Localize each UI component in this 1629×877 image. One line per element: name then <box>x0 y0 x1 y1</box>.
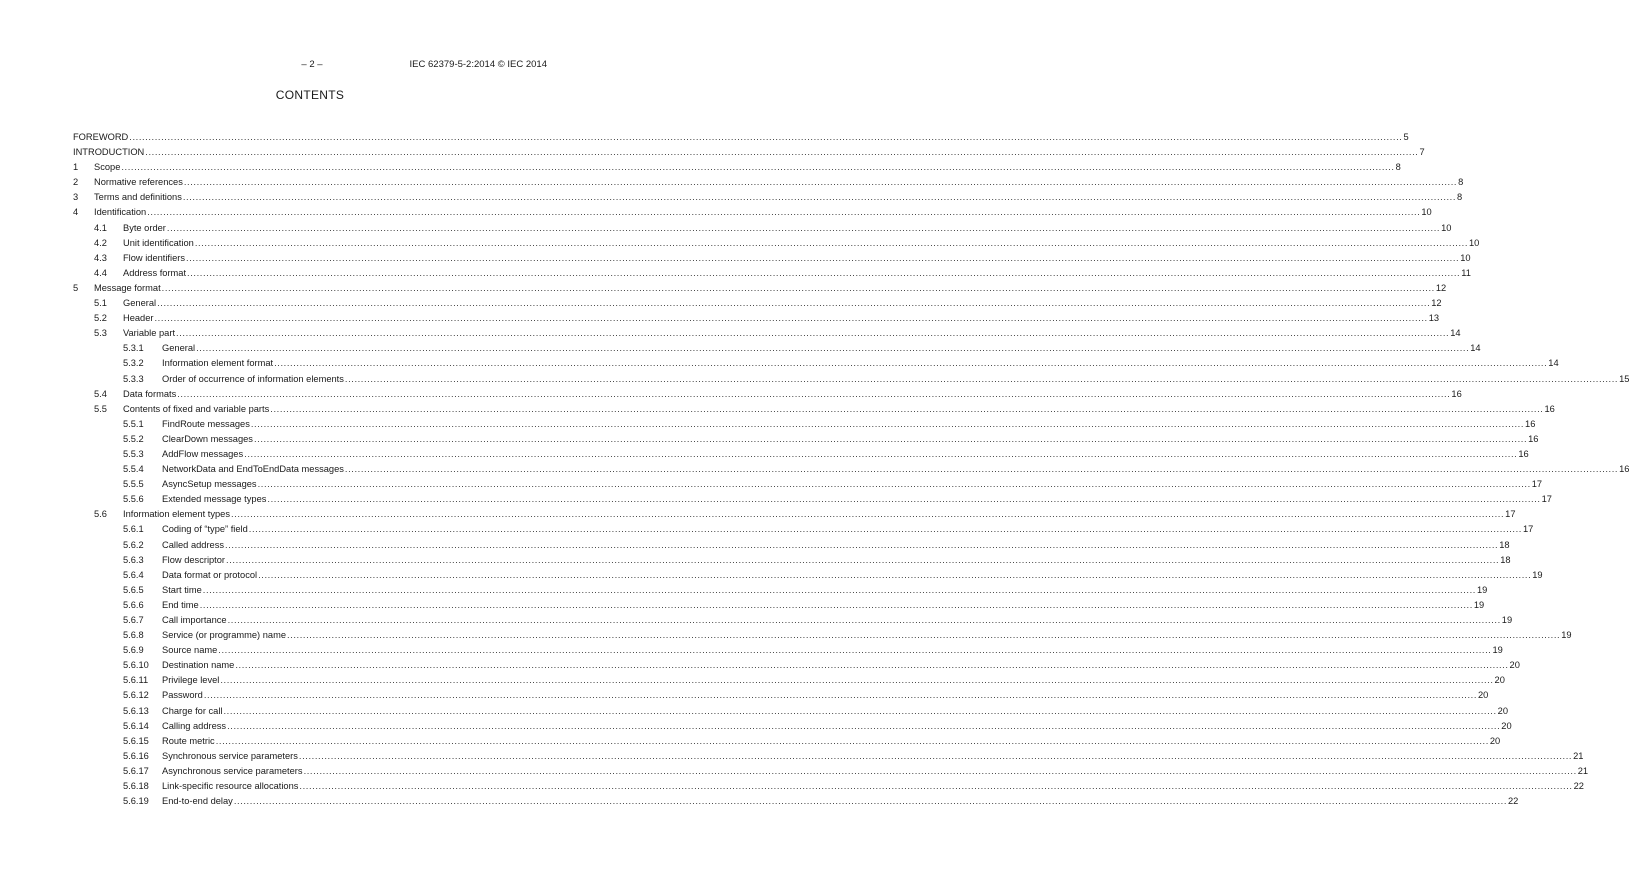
toc-entry[interactable] <box>73 719 1512 734</box>
toc-entry-title: Identification <box>94 205 147 220</box>
toc-entry[interactable] <box>73 160 1401 175</box>
toc-entry-page: 19 <box>1532 569 1543 580</box>
toc-entry-page: 18 <box>1499 539 1510 550</box>
toc-entry-number: 5.5.3 <box>123 448 144 459</box>
toc-entry-number: 4 <box>73 207 79 218</box>
toc-entry[interactable] <box>73 568 1543 583</box>
toc-leader-dots: ................................................................................................................................................................................................................................................................................................................................................................................................................ <box>187 267 1461 278</box>
toc-entry[interactable] <box>73 779 1584 794</box>
toc-entry-title: Order of occurrence of information elements <box>162 372 345 387</box>
toc-entry-title: FindRoute messages <box>162 417 251 432</box>
toc-leader-dots: ................................................................................................................................................................................................................................................................................................................................................................................................................ <box>218 645 1492 656</box>
toc-entry-page: 8 <box>1395 162 1401 173</box>
toc-entry[interactable] <box>73 764 1589 779</box>
toc-leader-dots: ................................................................................................................................................................................................................................................................................................................................................................................................................ <box>287 630 1561 641</box>
toc-leader-dots: ................................................................................................................................................................................................................................................................................................................................................................................................................ <box>298 750 1573 761</box>
toc-entry-page: 19 <box>1561 630 1572 641</box>
toc-entry-title: Message format <box>94 281 162 296</box>
toc-entry-title: Contents of fixed and variable parts <box>123 402 270 417</box>
toc-entry-title: Data formats <box>123 387 177 402</box>
toc-entry[interactable] <box>73 688 1489 703</box>
toc-entry-number: 1 <box>73 162 79 173</box>
toc-entry[interactable] <box>73 190 1463 205</box>
toc-entry-title: Link-specific resource allocations <box>162 779 299 794</box>
toc-entry-page: 20 <box>1489 735 1501 746</box>
toc-entry-page: 11 <box>1461 267 1471 278</box>
toc-entry-title: Source name <box>162 643 218 658</box>
toc-leader-dots: ................................................................................................................................................................................................................................................................................................................................................................................................................ <box>220 675 1494 686</box>
toc-leader-dots: ................................................................................................................................................................................................................................................................................................................................................................................................................ <box>161 282 1435 293</box>
toc-entry[interactable] <box>73 402 1555 417</box>
toc-entry-number: 5.6.14 <box>123 720 149 731</box>
toc-entry-title: Route metric <box>162 734 216 749</box>
toc-entry-page: 7 <box>1419 147 1425 158</box>
toc-entry-number: 5.6.15 <box>123 735 149 746</box>
toc-entry-title: Flow identifiers <box>123 251 186 266</box>
toc-entry-number: 5.4 <box>94 388 107 399</box>
toc-entry-title: NetworkData and EndToEndData messages <box>162 462 345 477</box>
toc-entry-page: 16 <box>1525 418 1536 429</box>
toc-entry-number: 5.6.3 <box>123 554 144 565</box>
toc-leader-dots: ................................................................................................................................................................................................................................................................................................................................................................................................................ <box>344 373 1619 384</box>
toc-entry-number: 5.6.2 <box>123 539 144 550</box>
toc-entry-title: Charge for call <box>162 704 223 719</box>
toc-entry[interactable] <box>73 643 1503 658</box>
toc-leader-dots: ................................................................................................................................................................................................................................................................................................................................................................................................................ <box>157 298 1431 309</box>
toc-entry-page: 17 <box>1541 494 1552 505</box>
toc-entry-title: Unit identification <box>123 236 195 251</box>
toc-entry-number: 4.2 <box>94 237 107 248</box>
toc-entry-page: 20 <box>1509 660 1520 671</box>
toc-entry[interactable] <box>73 462 1629 477</box>
toc-entry-title: End time <box>162 598 200 613</box>
toc-entry-page: 16 <box>1518 448 1529 459</box>
toc-leader-dots: ................................................................................................................................................................................................................................................................................................................................................................................................................ <box>202 584 1476 595</box>
toc-leader-dots: ................................................................................................................................................................................................................................................................................................................................................................................................................ <box>257 479 1531 490</box>
toc-entry-number: 5.3.3 <box>123 373 144 384</box>
toc-entry[interactable] <box>73 507 1516 522</box>
toc-entry-number: 5.5 <box>94 403 107 414</box>
toc-entry[interactable] <box>73 266 1471 281</box>
toc-entry[interactable] <box>73 477 1543 492</box>
toc-entry-page: 10 <box>1460 252 1471 263</box>
toc-entry[interactable] <box>73 613 1513 628</box>
toc-entry-number: 5.5.5 <box>123 479 144 490</box>
toc-entry-title: Scope <box>94 160 121 175</box>
toc-entry[interactable] <box>73 794 1519 809</box>
toc-entry-page: 21 <box>1577 765 1589 776</box>
toc-entry[interactable] <box>73 251 1471 266</box>
toc-entry-title: Normative references <box>94 175 184 190</box>
toc-leader-dots: ................................................................................................................................................................................................................................................................................................................................................................................................................ <box>233 796 1507 807</box>
toc-entry[interactable] <box>73 658 1520 673</box>
toc-entry-page: 14 <box>1470 343 1481 354</box>
toc-entry-number: 5.6.5 <box>123 584 144 595</box>
toc-entry[interactable] <box>73 598 1485 613</box>
toc-entry-page: 16 <box>1528 433 1539 444</box>
toc-entry[interactable] <box>73 236 1480 251</box>
toc-entry-number: 5.6.10 <box>123 660 149 671</box>
toc-entry-page: 19 <box>1476 584 1488 595</box>
toc-leader-dots: ................................................................................................................................................................................................................................................................................................................................................................................................................ <box>226 554 1500 565</box>
toc-entry[interactable] <box>73 205 1432 220</box>
toc-entry-number: 5.6.4 <box>123 569 144 580</box>
toc-entry-title: Variable part <box>123 326 176 341</box>
toc-entry-page: 17 <box>1531 479 1543 490</box>
toc-entry-title: AsyncSetup messages <box>162 477 258 492</box>
toc-leader-dots: ................................................................................................................................................................................................................................................................................................................................................................................................................ <box>203 690 1478 701</box>
toc-entry-page: 15 <box>1619 373 1629 384</box>
toc-entry-page: 16 <box>1451 388 1462 399</box>
toc-entry-page: 10 <box>1441 222 1452 233</box>
toc-entry-title: Calling address <box>162 719 227 734</box>
toc-entry-title: Asynchronous service parameters <box>162 764 304 779</box>
toc-leader-dots: ................................................................................................................................................................................................................................................................................................................................................................................................................ <box>196 343 1470 354</box>
toc-entry-title: Information element types <box>123 507 231 522</box>
toc-leader-dots: ................................................................................................................................................................................................................................................................................................................................................................................................................ <box>227 615 1501 625</box>
toc-entry-title: AddFlow messages <box>162 447 244 462</box>
toc-entry-title: Data format or protocol <box>162 568 258 583</box>
toc-entry-number: 5.3.1 <box>123 343 144 354</box>
toc-leader-dots: ................................................................................................................................................................................................................................................................................................................................................................................................................ <box>299 781 1573 792</box>
toc-entry-title: Called address <box>162 538 225 553</box>
page-number: – 2 – <box>301 59 323 70</box>
toc-entry-title: General <box>162 341 196 356</box>
page-title: CONTENTS <box>275 88 345 102</box>
toc-entry[interactable] <box>73 281 1447 296</box>
toc-entry[interactable] <box>73 145 1425 160</box>
toc-entry-page: 8 <box>1458 177 1464 188</box>
toc-entry-title: Address format <box>123 266 187 281</box>
toc-entry-title: ClearDown messages <box>162 432 254 447</box>
toc-entry-title: Header <box>123 311 155 326</box>
toc-entry-title: Byte order <box>123 221 167 236</box>
toc-entry-number: 5.2 <box>94 313 107 324</box>
toc-entry-number: 5.6.1 <box>123 524 144 535</box>
toc-entry-number: 5.6.9 <box>123 645 144 656</box>
toc-leader-dots: ................................................................................................................................................................................................................................................................................................................................................................................................................ <box>199 599 1473 610</box>
toc-entry[interactable] <box>73 583 1488 598</box>
toc-entry-page: 21 <box>1573 750 1584 761</box>
toc-entry-number: 5.6.16 <box>123 750 149 761</box>
toc-leader-dots: ................................................................................................................................................................................................................................................................................................................................................................................................................ <box>303 765 1577 776</box>
toc-entry-page: 20 <box>1497 705 1508 716</box>
toc-entry-title: Destination name <box>162 658 235 673</box>
toc-leader-dots: ................................................................................................................................................................................................................................................................................................................................................................................................................ <box>244 448 1518 459</box>
toc-entry-number: 4.3 <box>94 252 107 263</box>
toc-leader-dots: ................................................................................................................................................................................................................................................................................................................................................................................................................ <box>147 207 1421 218</box>
toc-entry[interactable] <box>73 326 1461 341</box>
toc-entry[interactable] <box>73 311 1440 326</box>
toc-entry[interactable] <box>73 538 1510 553</box>
toc-leader-dots: ................................................................................................................................................................................................................................................................................................................................................................................................................ <box>248 524 1522 535</box>
toc-entry-page: 5 <box>1403 132 1409 142</box>
toc-leader-dots: ................................................................................................................................................................................................................................................................................................................................................................................................................ <box>230 509 1505 520</box>
toc-leader-dots: ................................................................................................................................................................................................................................................................................................................................................................................................................ <box>121 162 1395 173</box>
toc-entry-title: Information element format <box>162 356 274 371</box>
toc-entry-page: 8 <box>1457 192 1463 203</box>
toc-leader-dots: ................................................................................................................................................................................................................................................................................................................................................................................................................ <box>186 252 1460 263</box>
toc-entry[interactable] <box>73 432 1539 447</box>
toc-entry[interactable] <box>73 356 1559 371</box>
toc-entry-number: 5.5.2 <box>123 433 144 444</box>
toc-leader-dots: ................................................................................................................................................................................................................................................................................................................................................................................................................ <box>166 222 1441 233</box>
toc-leader-dots: ................................................................................................................................................................................................................................................................................................................................................................................................................ <box>258 569 1532 580</box>
toc-leader-dots: ................................................................................................................................................................................................................................................................................................................................................................................................................ <box>194 237 1468 248</box>
toc-entry-number: 5.6.12 <box>123 690 149 701</box>
toc-leader-dots: ................................................................................................................................................................................................................................................................................................................................................................................................................ <box>253 433 1528 444</box>
toc-entry-page: 22 <box>1508 796 1519 807</box>
toc-entry-title: Coding of “type” field <box>162 522 249 537</box>
toc-entry[interactable] <box>73 372 1629 387</box>
toc-leader-dots: ................................................................................................................................................................................................................................................................................................................................................................................................................ <box>235 660 1509 671</box>
toc-leader-dots: ................................................................................................................................................................................................................................................................................................................................................................................................................ <box>223 705 1497 716</box>
toc-entry-page: 17 <box>1522 524 1534 535</box>
toc-entry[interactable] <box>73 417 1536 432</box>
toc-leader-dots: ................................................................................................................................................................................................................................................................................................................................................................................................................ <box>154 313 1428 324</box>
toc-entry-page: 18 <box>1500 554 1511 565</box>
toc-entry[interactable] <box>73 553 1511 568</box>
toc-entry-number: 5.5.4 <box>123 464 144 475</box>
toc-entry-page: 17 <box>1505 509 1516 520</box>
toc-entry-page: 13 <box>1428 313 1440 324</box>
toc-entry[interactable] <box>73 341 1481 356</box>
toc-entry-number: 5.5.6 <box>123 494 144 505</box>
toc-entry[interactable] <box>73 673 1505 688</box>
toc-entry-number: 5.3.2 <box>123 358 144 369</box>
toc-entry[interactable] <box>73 749 1584 764</box>
toc-entry-number: 4.4 <box>94 267 107 278</box>
toc-entry-title: FOREWORD <box>73 130 129 145</box>
toc-entry-number: 5.5.1 <box>123 418 144 429</box>
toc-leader-dots: ................................................................................................................................................................................................................................................................................................................................................................................................................ <box>215 735 1489 746</box>
toc-entry-page: 16 <box>1544 403 1555 414</box>
toc-entry-page: 20 <box>1478 690 1489 701</box>
toc-entry-title: End-to-end delay <box>162 794 234 809</box>
toc-entry-number: 5.6.7 <box>123 615 144 625</box>
toc-entry-number: 3 <box>73 192 79 203</box>
toc-leader-dots: ................................................................................................................................................................................................................................................................................................................................................................................................................ <box>225 539 1499 550</box>
toc-entry-number: 5.1 <box>94 298 107 309</box>
toc-entry-page: 12 <box>1435 282 1447 293</box>
toc-leader-dots: ................................................................................................................................................................................................................................................................................................................................................................................................................ <box>227 720 1501 731</box>
toc-entry-page: 14 <box>1450 328 1461 339</box>
toc-entry[interactable] <box>73 221 1452 236</box>
toc-entry[interactable] <box>73 734 1501 749</box>
toc-entry[interactable] <box>73 704 1508 719</box>
toc-entry-page: 19 <box>1473 599 1485 610</box>
table-of-contents <box>73 130 1629 809</box>
toc-entry-number: 5.6.17 <box>123 765 149 776</box>
toc-entry-page: 10 <box>1421 207 1432 218</box>
toc-entry-title: Start time <box>162 583 203 598</box>
toc-entry[interactable] <box>73 175 1464 190</box>
toc-entry-page: 22 <box>1573 781 1584 792</box>
toc-entry-page: 10 <box>1469 237 1480 248</box>
toc-leader-dots: ................................................................................................................................................................................................................................................................................................................................................................................................................ <box>177 388 1451 399</box>
toc-entry-title: INTRODUCTION <box>73 145 145 160</box>
toc-leader-dots: ................................................................................................................................................................................................................................................................................................................................................................................................................ <box>267 494 1541 505</box>
toc-entry-number: 5 <box>73 282 79 293</box>
toc-entry-title: Privilege level <box>162 673 220 688</box>
toc-entry-title: Call importance <box>162 613 228 628</box>
toc-entry-number: 5.3 <box>94 328 107 339</box>
toc-entry-page: 20 <box>1501 720 1512 731</box>
toc-entry-number: 4.1 <box>94 222 107 233</box>
toc-entry-title: Service (or programme) name <box>162 628 287 643</box>
toc-entry-number: 2 <box>73 177 79 188</box>
toc-entry-page: 20 <box>1494 675 1505 686</box>
toc-entry-page: 19 <box>1501 615 1513 625</box>
toc-entry[interactable] <box>73 492 1552 507</box>
toc-leader-dots: ................................................................................................................................................................................................................................................................................................................................................................................................................ <box>250 418 1525 429</box>
toc-leader-dots: ................................................................................................................................................................................................................................................................................................................................................................................................................ <box>182 192 1457 203</box>
toc-leader-dots: ................................................................................................................................................................................................................................................................................................................................................................................................................ <box>183 177 1458 188</box>
toc-entry-number: 5.6.8 <box>123 630 144 641</box>
toc-entry-number: 5.6.19 <box>123 796 149 807</box>
toc-entry-page: 12 <box>1431 298 1442 309</box>
toc-entry-title: General <box>123 296 157 311</box>
document-reference: IEC 62379-5-2:2014 © IEC 2014 <box>409 59 547 70</box>
toc-entry-number: 5.6.11 <box>123 675 149 686</box>
toc-entry-title: Flow descriptor <box>162 553 226 568</box>
toc-entry[interactable] <box>73 387 1462 402</box>
toc-entry-title: Terms and definitions <box>94 190 183 205</box>
toc-entry[interactable] <box>73 628 1572 643</box>
toc-entry-number: 5.6 <box>94 509 107 520</box>
toc-entry[interactable] <box>73 296 1442 311</box>
toc-entry-title: Synchronous service parameters <box>162 749 299 764</box>
toc-entry-title: Password <box>162 688 204 703</box>
toc-entry-number: 5.6.6 <box>123 599 144 610</box>
toc-leader-dots: ................................................................................................................................................................................................................................................................................................................................................................................................................ <box>274 358 1548 369</box>
toc-entry-page: 19 <box>1492 645 1503 656</box>
toc-leader-dots: ................................................................................................................................................................................................................................................................................................................................................................................................................ <box>176 328 1450 339</box>
toc-entry[interactable] <box>73 447 1529 462</box>
toc-leader-dots: ................................................................................................................................................................................................................................................................................................................................................................................................................ <box>129 132 1403 142</box>
toc-leader-dots: ................................................................................................................................................................................................................................................................................................................................................................................................................ <box>270 403 1544 414</box>
toc-entry-title: Extended message types <box>162 492 267 507</box>
toc-entry[interactable] <box>73 130 1409 145</box>
toc-entry-number: 5.6.13 <box>123 705 149 716</box>
toc-leader-dots: ................................................................................................................................................................................................................................................................................................................................................................................................................ <box>344 464 1619 475</box>
toc-leader-dots: ................................................................................................................................................................................................................................................................................................................................................................................................................ <box>145 147 1419 158</box>
toc-entry[interactable] <box>73 522 1534 537</box>
toc-entry-number: 5.6.18 <box>123 781 149 792</box>
toc-entry-page: 14 <box>1548 358 1559 369</box>
toc-entry-page: 16 <box>1619 464 1629 475</box>
